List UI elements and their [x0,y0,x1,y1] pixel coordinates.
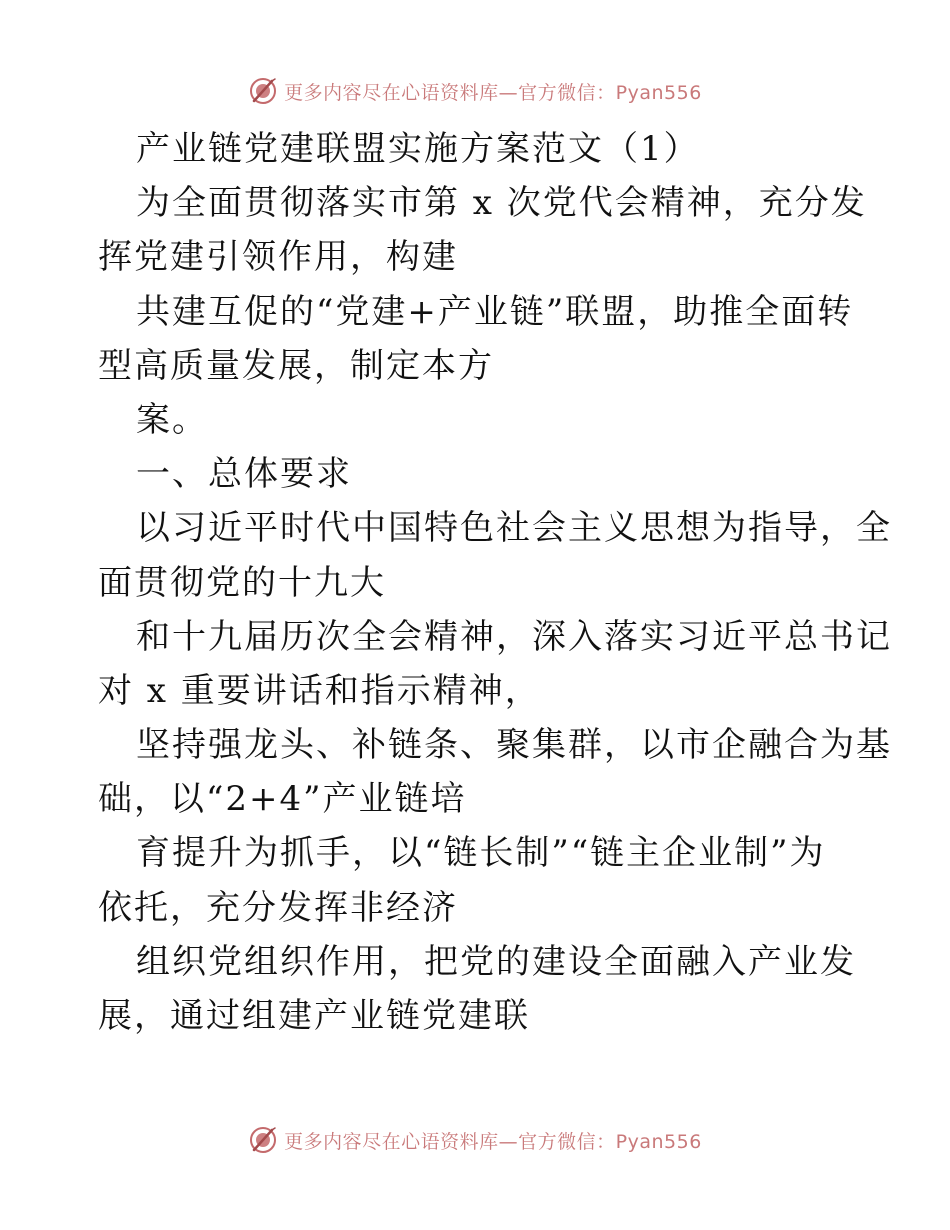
quill-logo-icon [248,76,278,106]
text-line: 依托，充分发挥非经济 [98,887,458,928]
text-line: 为全面贯彻落实市第 x 次党代会精神，充分发 [136,183,867,224]
text-line: 组织党组织作用，把党的建设全面融入产业发 [136,941,856,982]
text-line: 案。 [136,399,208,440]
footer-watermark [0,1120,950,1160]
text-line: 础，以“2+4”产业链培 [98,779,467,820]
text-line: 产业链党建联盟实施方案范文（1） [136,129,700,169]
text-line: 一、总体要求 [136,454,352,495]
text-line: 对 x 重要讲话和指示精神， [98,670,541,711]
text-line: 以习近平时代中国特色社会主义思想为指导，全 [136,508,892,549]
quill-logo-icon [248,1125,278,1155]
text-line: 育提升为抓手，以“链长制”“链主企业制”为 [136,833,826,874]
document-body [98,122,892,1043]
text-line: 面贯彻党的十九大 [98,562,386,603]
text-line: 型高质量发展，制定本方 [98,345,494,386]
header-watermark [0,71,950,111]
watermark-text: 更多内容尽在心语资料库—官方微信：Pyan556 [284,81,702,104]
text-line: 共建互促的“党建+产业链”联盟，助推全面转 [136,291,854,332]
text-line: 挥党建引领作用，构建 [98,237,458,278]
text-line: 坚持强龙头、补链条、聚集群，以市企融合为基 [136,725,892,766]
text-line: 展，通过组建产业链党建联 [98,996,530,1036]
text-line: 和十九届历次全会精神，深入落实习近平总书记 [136,616,892,657]
watermark-text: 更多内容尽在心语资料库—官方微信：Pyan556 [284,1130,702,1153]
